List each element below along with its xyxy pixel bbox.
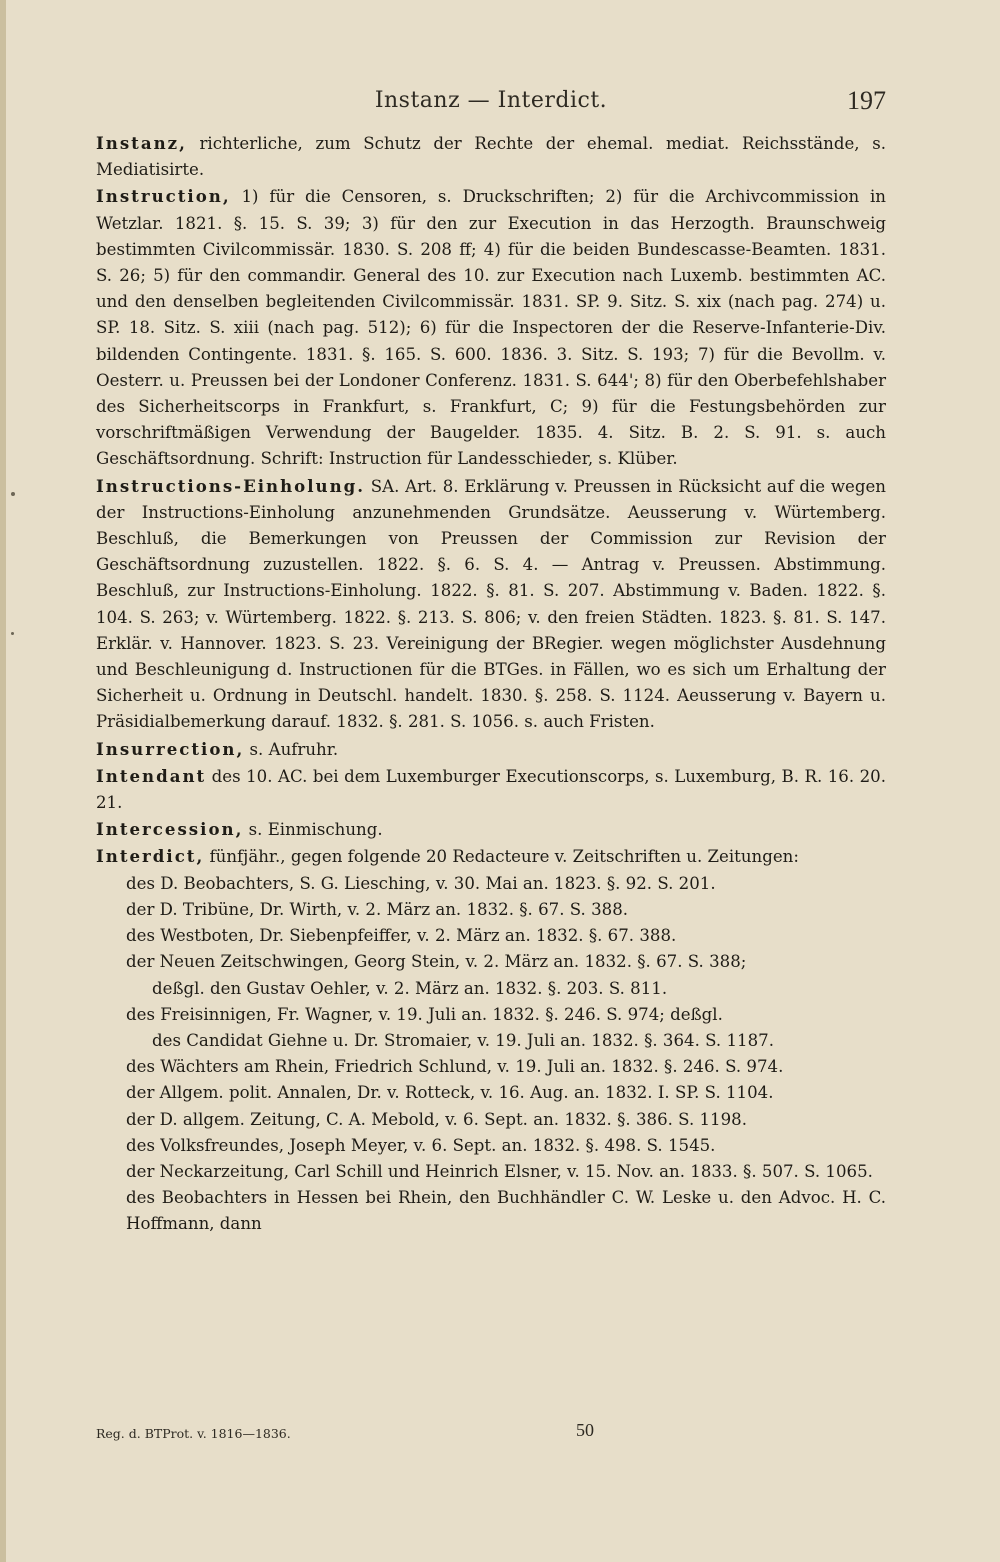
sub-entry: der Neckarzeitung, Carl Schill und Heinrich Elsner, v. 15. Nov. an. 1833. §. 507. S. 1065. — [126, 1161, 873, 1181]
sub-entry: der Neuen Zeitschwingen, Georg Stein, v. 2. März an. 1832. §. 67. S. 388; — [126, 952, 747, 972]
entry-head: Interdict, — [96, 846, 205, 867]
sub-entry: des Volksfreundes, Joseph Meyer, v. 6. Sept. an. 1832. §. 498. S. 1545. — [126, 1135, 716, 1155]
entry-text: 1) für die Censoren, s. Druckschriften; 2) für die Archivcommission in Wetzlar. 1821. §. 15. S. 39; 3) für den zur Execution in das Herzogth. Braunschweig bestimmten Civilcommissär. 1830. S. 208 ff; 4) für die beiden Bundescasse-Beamten. 1831. S. 26; 5) für den commandir. General des 10. zur Execution nach Luxemb. bestimmten AC. und den denselben begleitenden Civilcommissär. 1831. SP. 9. Sitz. S. xix (nach pag. 274) u. SP. 18. Sitz. S. xiii (nach pag. 512); 6) für die Inspectoren der die Reserve-Infanterie-Div. bildenden Contingente. 1831. §. 165. S. 600. 1836. 3. Sitz. S. 193; 7) für die Bevollm. v. Oesterr. u. Preussen bei der Londoner Conferenz. 1831. S. 644'; 8) für den Oberbefehlshaber des Sicherheitscorps in Frankfurt, s. Frankfurt, C; 9) für die Festungsbehörden zur vorschriftmäßigen Verwendung der Baugelder. 1835. 4. Sitz. B. 2. S. 91. s. auch Geschäftsordnung. Schrift: Instruction für Landesschieder, s. Klüber. — [96, 187, 886, 469]
margin-speck — [11, 632, 14, 635]
index-entry — [96, 816, 886, 843]
index-entry — [96, 473, 886, 736]
page-footer — [96, 1420, 886, 1450]
index-body — [96, 130, 886, 1238]
sub-entry: des Wächters am Rhein, Friedrich Schlund, v. 19. Juli an. 1832. §. 246. S. 974. — [126, 1057, 784, 1077]
sheet-number: 50 — [576, 1420, 594, 1440]
entry-text: SA. Art. 8. Erklärung v. Preussen in Rücksicht auf die wegen der Instructions-Einholung anzunehmenden Grundsätze. Aeusserung v. Würtemberg. Beschluß, die Bemerkungen von Preussen der Commission zur Revision der Geschäftsordnung zuzustellen. 1822. §. 6. S. 4. — Antrag v. Preussen. Abstimmung. Beschluß, zur Instructions-Einholung. 1822. §. 81. S. 207. Abstimmung v. Baden. 1822. §. 104. S. 263; v. Würtemberg. 1822. §. 213. S. 806; v. den freien Städten. 1823. §. 81. S. 147. Erklär. v. Hannover. 1823. S. 23. Vereinigung der BRegier. wegen möglichster Ausdehnung und Beschleunigung d. Instructionen für die BTGes. in Fällen, wo es sich um Erhaltung der Sicherheit u. Ordnung in Deutschl. handelt. 1830. §. 258. S. 1124. Aeusserung v. Bayern u. Präsidialbemerkung darauf. 1832. §. 281. S. 1056. s. auch Fristen. — [96, 476, 886, 732]
entry-head: Instanz, — [96, 133, 187, 153]
sub-entry: der D. allgem. Zeitung, C. A. Mebold, v. 6. Sept. an. 1832. §. 386. S. 1198. — [126, 1109, 748, 1129]
index-entry — [96, 843, 886, 870]
page-number: 197 — [847, 86, 886, 115]
entry-text: des 10. AC. bei dem Luxemburger Executionscorps, s. Luxemburg, B. R. 16. 20. 21. — [96, 766, 886, 813]
running-title: Instanz — Interdict. — [374, 88, 608, 113]
sub-entry: des Beobachters in Hessen bei Rhein, den Buchhändler C. W. Leske u. den Advoc. H. C. Hoffmann, dann — [126, 1188, 886, 1234]
sub-entry: der Allgem. polit. Annalen, Dr. v. Rotteck, v. 16. Aug. an. 1832. I. SP. S. 1104. — [126, 1083, 774, 1103]
entry-head: Intendant — [96, 765, 207, 786]
entry-head: Insurrection, — [96, 738, 245, 759]
running-header — [96, 84, 886, 124]
entry-text: richterliche, zum Schutz der Rechte der ehemal. mediat. Reichsstände, s. Mediatisirte. — [96, 134, 886, 180]
signature-line: Reg. d. BTProt. v. 1816—1836. — [96, 1426, 291, 1441]
entry-head: Instructions-Einholung. — [96, 475, 366, 496]
entry-text: s. Aufruhr. — [244, 739, 339, 759]
sub-entry: des D. Beobachters, S. G. Liesching, v. 30. Mai an. 1823. §. 92. S. 201. — [126, 873, 716, 893]
index-entry — [96, 130, 886, 183]
sub-entry: des Candidat Giehne u. Dr. Stromaier, v. 19. Juli an. 1832. §. 364. S. 1187. — [152, 1030, 774, 1050]
index-entry — [96, 736, 886, 763]
entry-head: Instruction, — [96, 186, 231, 207]
margin-speck — [11, 492, 15, 496]
sub-entry: des Westboten, Dr. Siebenpfeiffer, v. 2. März an. 1832. §. 67. 388. — [126, 926, 677, 946]
sub-entry: deßgl. den Gustav Oehler, v. 2. März an. 1832. §. 203. S. 811. — [152, 978, 668, 998]
entry-text: s. Einmischung. — [243, 820, 383, 840]
entry-text: fünfjähr., gegen folgende 20 Redacteure v. Zeitschriften u. Zeitungen: — [204, 847, 799, 867]
sub-entry: der D. Tribüne, Dr. Wirth, v. 2. März an. 1832. §. 67. S. 388. — [126, 899, 629, 919]
index-entry — [96, 763, 886, 816]
index-entry — [96, 183, 886, 472]
entry-head: Intercession, — [96, 819, 244, 840]
sub-entry: des Freisinnigen, Fr. Wagner, v. 19. Juli an. 1832. §. 246. S. 974; deßgl. — [126, 1004, 723, 1024]
